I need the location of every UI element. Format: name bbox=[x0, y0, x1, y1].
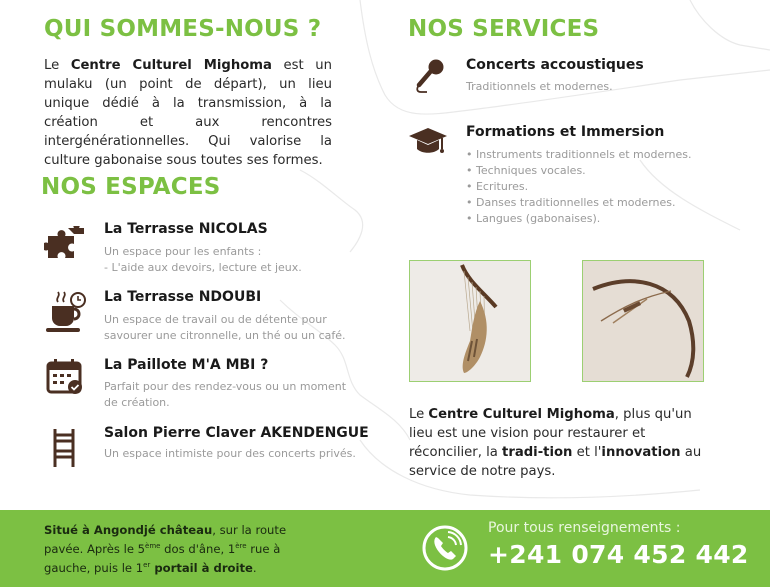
spaces-title: NOS ESPACES bbox=[41, 174, 221, 200]
address-end: . bbox=[252, 560, 257, 575]
service-desc-line: Traditionnels et modernes. bbox=[466, 80, 613, 93]
puzzle-icon bbox=[44, 226, 86, 260]
closing-tradition: tradi-tion bbox=[502, 445, 573, 460]
closing-middle: , plus qu'un lieu est une vision pour restaurer et réconcilier, la bbox=[409, 407, 692, 460]
space-desc-line: de création. bbox=[104, 396, 170, 409]
space-title: Salon Pierre Claver AKENDENGUE bbox=[104, 425, 369, 441]
contact-label: Pour tous renseignements : bbox=[488, 520, 681, 536]
about-title: QUI SOMMES-NOUS ? bbox=[44, 16, 322, 42]
services-title: NOS SERVICES bbox=[408, 16, 600, 42]
space-desc-line: Un espace de travail ou de détente pour bbox=[104, 313, 327, 326]
address-text bbox=[44, 522, 294, 576]
space-title: La Terrasse NICOLAS bbox=[104, 221, 268, 237]
address-part: rue à gauche, puis le 1 bbox=[44, 541, 281, 575]
service-desc-line: • Ecritures. bbox=[466, 180, 529, 193]
address-sup: ème bbox=[145, 542, 161, 550]
address-part: dos d'âne, 1 bbox=[160, 541, 236, 556]
address-part: , sur la route pavée. Après le 5 bbox=[44, 523, 287, 556]
phone-icon[interactable] bbox=[420, 523, 470, 573]
about-text-end: est un mulaku (un point de départ), un lieu unique dédié à la transmission, à la création et aux rencontres intergénérationnelles. Qui valorise la culture gabonaise sous toutes ses formes. bbox=[44, 58, 332, 168]
phone-number[interactable]: +241 074 452 442 bbox=[488, 540, 749, 569]
about-text-start: Le bbox=[44, 58, 71, 73]
harp-photo bbox=[409, 260, 531, 382]
graduation-cap-icon bbox=[408, 126, 448, 158]
service-desc-line: • Danses traditionnelles et modernes. bbox=[466, 196, 676, 209]
service-desc-line: • Instruments traditionnels et modernes. bbox=[466, 148, 692, 161]
space-desc-line: Un espace intimiste pour des concerts privés. bbox=[104, 447, 356, 460]
closing-and: et l' bbox=[572, 445, 602, 460]
space-title: La Paillote M'A MBI ? bbox=[104, 357, 269, 373]
service-title: Formations et Immersion bbox=[466, 124, 665, 140]
chair-icon bbox=[52, 427, 76, 469]
closing-center-name: Centre Culturel Mighoma bbox=[428, 407, 615, 422]
closing-end: au service de notre pays. bbox=[409, 445, 702, 479]
service-desc-line: • Langues (gabonaises). bbox=[466, 212, 601, 225]
space-desc-line: Parfait pour des rendez-vous ou un moment bbox=[104, 380, 347, 393]
calendar-icon bbox=[46, 358, 84, 396]
address-sup: ère bbox=[235, 542, 247, 550]
closing-text bbox=[409, 405, 704, 481]
space-title: La Terrasse NDOUBI bbox=[104, 289, 262, 305]
closing-start: Le bbox=[409, 407, 429, 422]
space-desc-line: - L'aide aux devoirs, lecture et jeux. bbox=[104, 261, 302, 274]
closing-innovation: innovation bbox=[601, 445, 681, 460]
address-gate: portail à droite bbox=[150, 560, 253, 575]
about-text bbox=[44, 56, 332, 170]
bow-instrument-photo bbox=[582, 260, 704, 382]
space-desc-line: savourer une citronnelle, un thé ou un café. bbox=[104, 329, 346, 342]
service-desc-line: • Techniques vocales. bbox=[466, 164, 586, 177]
tea-cup-icon bbox=[44, 290, 86, 334]
footer-bar bbox=[0, 510, 770, 587]
microphone-icon bbox=[414, 58, 446, 94]
address-location: Situé à Angondjé château bbox=[44, 523, 213, 537]
space-desc-line: Un espace pour les enfants : bbox=[104, 245, 262, 258]
address-sup: er bbox=[143, 560, 151, 569]
center-name: Centre Culturel Mighoma bbox=[70, 58, 272, 73]
service-title: Concerts accoustiques bbox=[466, 57, 644, 73]
